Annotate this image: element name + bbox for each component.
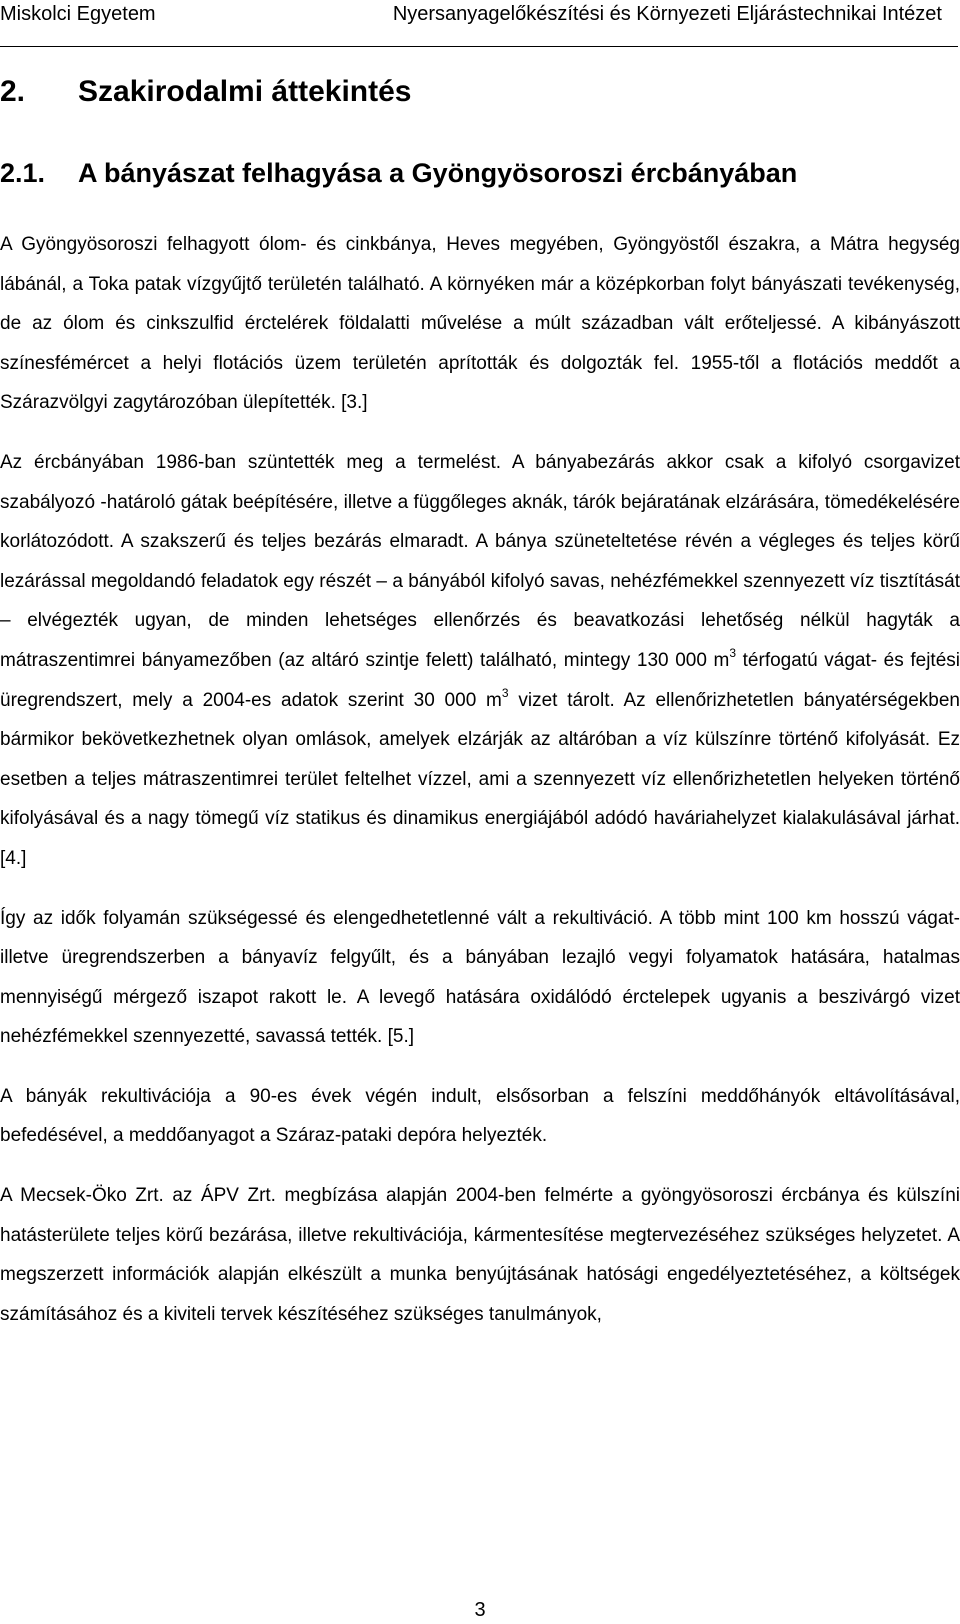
section-number: 2. — [0, 75, 26, 108]
institute-name: Nyersanyagelőkészítési és Környezeti Eljárástechnikai Intézet — [392, 3, 942, 25]
body-text — [0, 225, 960, 1334]
paragraph-2 — [0, 443, 960, 879]
subsection-number: 2.1. — [0, 158, 46, 188]
paragraph-4: A bányák rekultivációja a 90-es évek végén indult, elsősorban a felszíni meddőhányók eltávolításával, befedésével, a meddőanyagot a Száraz-pataki depóra helyezték. — [0, 1085, 960, 1147]
subsection-title: A bányászat felhagyása a Gyöngyösoroszi ércbányában — [78, 158, 798, 188]
university-name: Miskolci Egyetem — [0, 3, 156, 25]
paragraph-5: A Mecsek-Öko Zrt. az ÁPV Zrt. megbízása alapján 2004-ben felmérte a gyöngyösoroszi ércbánya és külszíni hatásterülete teljes körű bezárása, illetve rekultivációja, kármentesítése megtervezéséhez szükséges helyzetet. A megszerzett információk alapján elkészült a munka benyújtásának hatósági engedélyeztetéséhez, a költségek számításához és a kiviteli tervek készítéséhez szükséges tanulmányok, — [0, 1185, 960, 1325]
page-number: 3 — [474, 1599, 486, 1621]
paragraph-1: A Gyöngyösoroszi felhagyott ólom- és cinkbánya, Heves megyében, Gyöngyöstől északra, a Mátra hegység lábánál, a Toka patak vízgyűjtő területén található. A környéken már a középkorban folyt bányászati tevékenység, de az ólom és cinkszulfid érctelérek földalatti művelése a múlt században vált erőteljessé. A kibányászott színesfémércet a helyi flotációs üzem területén aprították és dolgozták fel. 1955-től a flotációs meddőt a Szárazvölgyi zagytározóban ülepítették. [3.] — [0, 234, 960, 414]
running-header — [0, 0, 960, 30]
paragraph-3: Így az idők folyamán szükségessé és elengedhetetlenné vált a rekultiváció. A több mint 100 km hosszú vágat- illetve üregrendszerben a bányavíz felgyűlt, és a bányában lezajló vegyi folyamatok hatására, hatalmas mennyiségű mérgező iszapot rakott le. A levegő hatására oxidálódó érctelepek ugyanis a beszivárgó vizet nehézfémekkel szennyezetté, savassá tették. [5.] — [0, 907, 960, 1048]
paragraph-2-part-a: Az ércbányában 1986-ban szüntették meg a termelést. A bányabezárás akkor csak a kifolyó csorgavizet szabályozó -határoló gátak beépítésére, illetve a függőleges aknák, tárók bejáratának elzárására, tömedékelésére korlátozódott. A szakszerű és teljes bezárás elmaradt. A bánya szüneteltetése révén a végleges és teljes körű lezárással megoldandó feladatok egy részét – a bányából kifolyó savas, nehézfémekkel szennyezett víz tisztítását – elvégezték ugyan, de minden lehetséges ellenőrzés és beavatkozási lehetőség nélkül hagyták a mátraszentimrei bányamezőben (az altáró szintje felett) található, mintegy 130 000 m — [0, 451, 960, 671]
exponent-1: 3 — [729, 645, 737, 660]
paragraph-2-part-b: térfogatú vágat- és fejtési üregrendszert, mely a 2004-es adatok szerint 30 000 m — [0, 649, 960, 711]
header-rule — [0, 46, 958, 47]
paragraph-2-part-c: vizet tárolt. Az ellenőrizhetetlen bányatérségekben bármikor bekövetkezhetnek olyan omlások, amelyek elzárják az altáróban a víz külszínre történő kifolyását. Ez esetben a teljes mátraszentimrei terület feltelhet vízzel, ami a szennyezett víz ellenőrizhetetlen helyeken történő kifolyásával és a nagy tömegű víz statikus és dinamikus energiájából adódó haváriahelyzet kialakulásával járhat. [4.] — [0, 689, 960, 869]
exponent-2: 3 — [501, 685, 509, 700]
section-heading — [0, 72, 411, 112]
subsection-heading — [0, 155, 797, 191]
section-title: Szakirodalmi áttekintés — [78, 75, 412, 108]
